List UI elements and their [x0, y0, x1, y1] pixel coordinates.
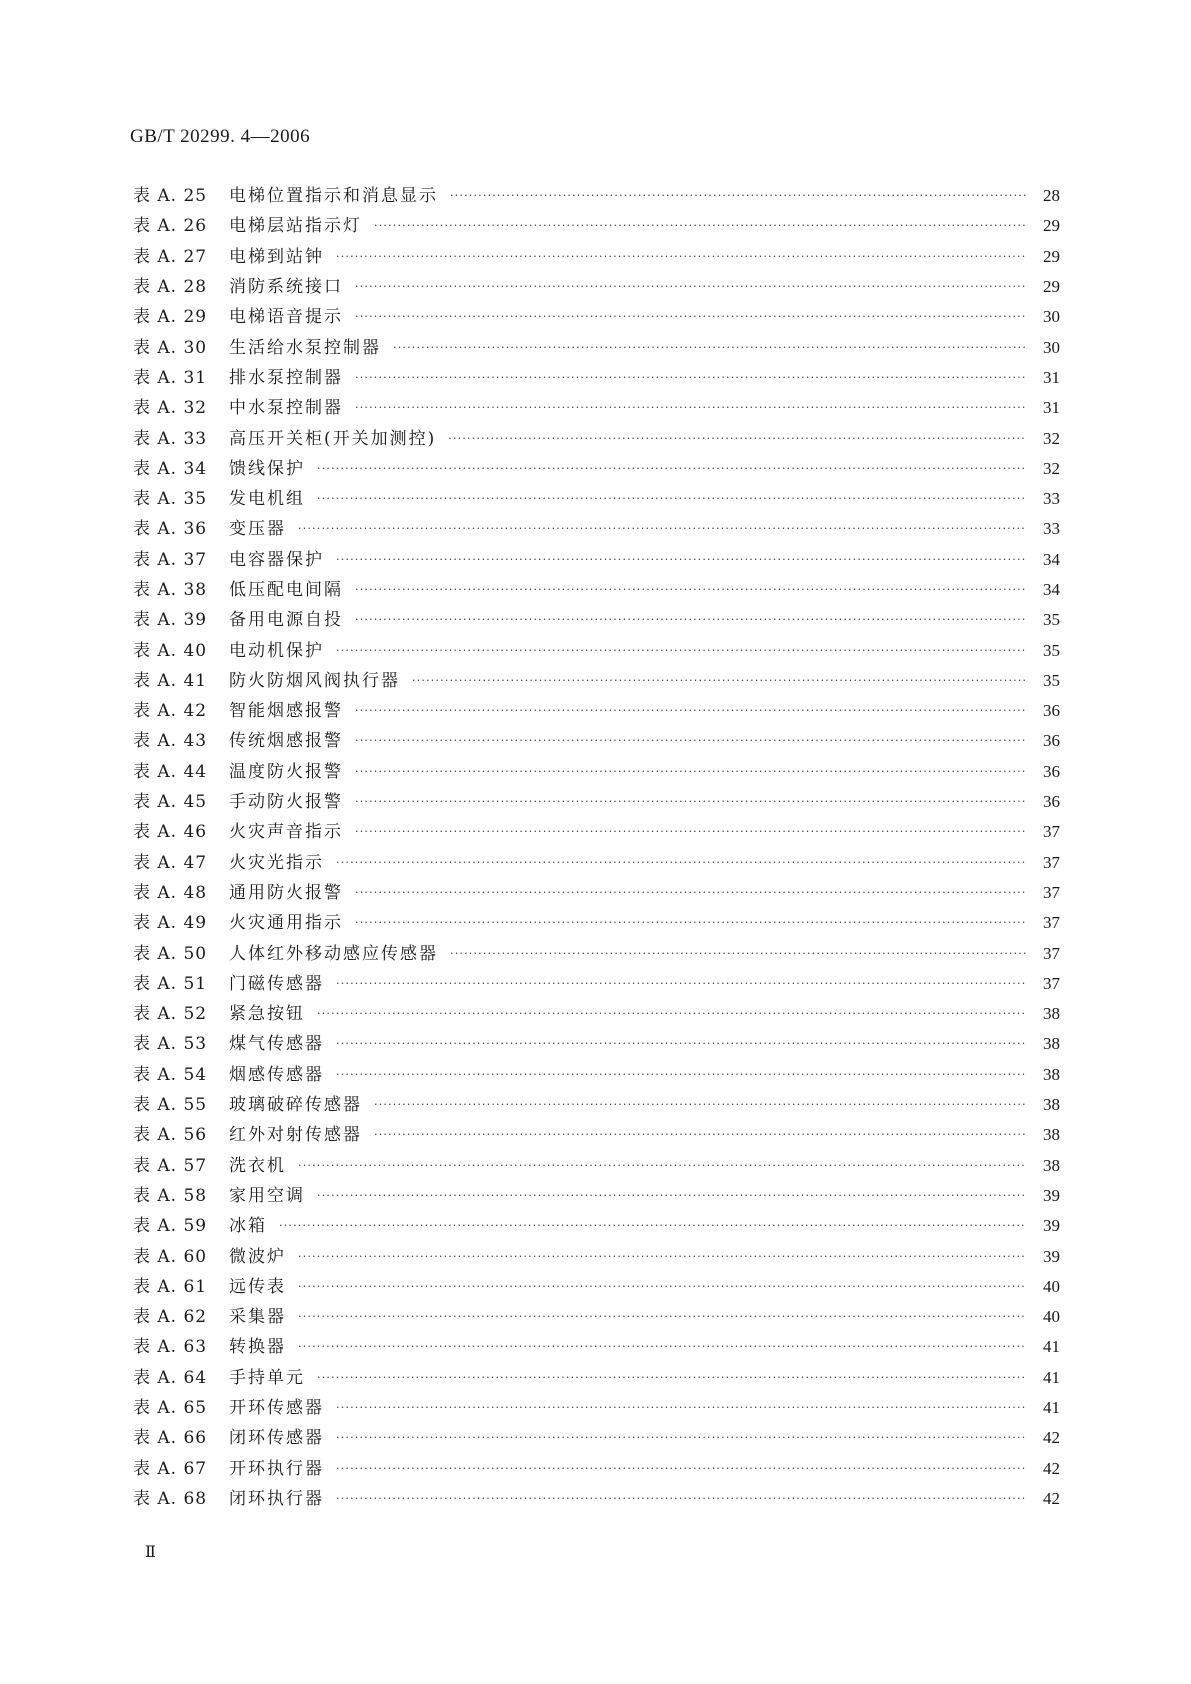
- toc-entry-id: 表 A. 65: [133, 1398, 208, 1419]
- toc-entry-title: 通用防火报警: [229, 882, 343, 903]
- toc-dot-leader: [336, 1034, 1026, 1054]
- toc-entry[interactable]: [133, 938, 1060, 968]
- toc-entry-page: 37: [1043, 943, 1060, 963]
- toc-entry-page: 30: [1043, 307, 1060, 327]
- toc-dot-leader: [317, 489, 1026, 509]
- toc-entry-title: 转换器: [229, 1337, 286, 1358]
- toc-entry[interactable]: [133, 454, 1060, 484]
- toc-dot-leader: [336, 974, 1026, 994]
- toc-entry[interactable]: [133, 272, 1060, 302]
- toc-entry[interactable]: [133, 757, 1060, 787]
- toc-entry-id: 表 A. 32: [133, 398, 208, 419]
- toc-entry-title: 智能烟感报警: [229, 701, 343, 722]
- toc-entry[interactable]: [133, 787, 1060, 817]
- toc-dot-leader: [393, 338, 1026, 358]
- toc-dot-leader: [336, 550, 1026, 570]
- toc-entry[interactable]: [133, 332, 1060, 362]
- toc-entry[interactable]: [133, 1393, 1060, 1423]
- toc-entry[interactable]: [133, 1060, 1060, 1090]
- toc-dot-leader: [336, 1398, 1026, 1418]
- toc-entry[interactable]: [133, 635, 1060, 665]
- toc-entry[interactable]: [133, 726, 1060, 756]
- toc-entry-id: 表 A. 62: [133, 1307, 208, 1328]
- toc-entry-page: 35: [1043, 670, 1060, 690]
- toc-entry-id: 表 A. 55: [133, 1095, 208, 1116]
- toc-dot-leader: [355, 883, 1026, 903]
- toc-dot-leader: [355, 398, 1026, 418]
- toc-entry-page: 35: [1043, 640, 1060, 660]
- toc-entry-id: 表 A. 34: [133, 458, 208, 479]
- toc-entry[interactable]: [133, 181, 1060, 211]
- toc-entry[interactable]: [133, 817, 1060, 847]
- toc-entry-page: 32: [1043, 428, 1060, 448]
- toc-dot-leader: [298, 1277, 1026, 1297]
- toc-dot-leader: [317, 459, 1026, 479]
- toc-entry-title: 洗衣机: [229, 1155, 286, 1176]
- toc-entry-page: 29: [1043, 277, 1060, 297]
- toc-entry-id: 表 A. 43: [133, 731, 208, 752]
- toc-dot-leader: [374, 216, 1026, 236]
- toc-entry-id: 表 A. 33: [133, 428, 208, 449]
- toc-entry-id: 表 A. 49: [133, 913, 208, 934]
- toc-dot-leader: [317, 1368, 1026, 1388]
- toc-entry-page: 28: [1043, 186, 1060, 206]
- toc-entry-title: 门磁传感器: [229, 973, 324, 994]
- toc-entry-page: 40: [1043, 1307, 1060, 1327]
- toc-entry-title: 电梯层站指示灯: [229, 216, 362, 237]
- toc-entry[interactable]: [133, 484, 1060, 514]
- toc-entry-id: 表 A. 60: [133, 1246, 208, 1267]
- toc-dot-leader: [336, 1459, 1026, 1479]
- toc-entry-id: 表 A. 59: [133, 1216, 208, 1237]
- toc-entry-id: 表 A. 37: [133, 549, 208, 570]
- toc-entry-title: 闭环传感器: [229, 1428, 324, 1449]
- toc-entry[interactable]: [133, 969, 1060, 999]
- toc-entry-title: 备用电源自投: [229, 610, 343, 631]
- toc-entry[interactable]: [133, 1484, 1060, 1514]
- toc-entry[interactable]: [133, 908, 1060, 938]
- toc-entry-title: 烟感传感器: [229, 1064, 324, 1085]
- toc-dot-leader: [355, 792, 1026, 812]
- toc-entry-page: 34: [1043, 549, 1060, 569]
- toc-entry-title: 开环传感器: [229, 1398, 324, 1419]
- toc-entry-page: 36: [1043, 701, 1060, 721]
- toc-entry-title: 馈线保护: [229, 458, 305, 479]
- toc-entry-id: 表 A. 39: [133, 610, 208, 631]
- toc-entry-page: 42: [1043, 1488, 1060, 1508]
- toc-entry-page: 41: [1043, 1398, 1060, 1418]
- toc-entry-page: 36: [1043, 731, 1060, 751]
- toc-dot-leader: [355, 368, 1026, 388]
- toc-entry-id: 表 A. 48: [133, 882, 208, 903]
- toc-entry-id: 表 A. 36: [133, 519, 208, 540]
- toc-entry-title: 紧急按钮: [229, 1004, 305, 1025]
- toc-entry[interactable]: [133, 1120, 1060, 1150]
- toc-entry-page: 38: [1043, 1004, 1060, 1024]
- toc-entry-id: 表 A. 41: [133, 670, 208, 691]
- toc-entry-page: 31: [1043, 398, 1060, 418]
- toc-entry-id: 表 A. 54: [133, 1064, 208, 1085]
- toc-entry[interactable]: [133, 423, 1060, 453]
- toc-entry[interactable]: [133, 514, 1060, 544]
- toc-entry-title: 中水泵控制器: [229, 398, 343, 419]
- table-of-contents: [133, 181, 1060, 1514]
- toc-entry[interactable]: [133, 666, 1060, 696]
- toc-entry-title: 高压开关柜(开关加测控): [229, 428, 437, 449]
- toc-dot-leader: [355, 701, 1026, 721]
- toc-entry-id: 表 A. 63: [133, 1337, 208, 1358]
- toc-entry-id: 表 A. 61: [133, 1276, 208, 1297]
- toc-dot-leader: [355, 610, 1026, 630]
- toc-entry-title: 防火防烟风阀执行器: [229, 670, 400, 691]
- toc-entry-page: 42: [1043, 1458, 1060, 1478]
- toc-entry-title: 闭环执行器: [229, 1488, 324, 1509]
- toc-entry-id: 表 A. 46: [133, 822, 208, 843]
- toc-entry-title: 低压配电间隔: [229, 580, 343, 600]
- toc-entry-id: 表 A. 42: [133, 701, 208, 722]
- toc-dot-leader: [298, 1337, 1026, 1357]
- toc-dot-leader: [450, 186, 1026, 206]
- toc-entry[interactable]: [133, 1423, 1060, 1453]
- toc-entry[interactable]: [133, 1272, 1060, 1302]
- toc-entry[interactable]: [133, 605, 1060, 635]
- toc-entry-id: 表 A. 51: [133, 973, 208, 994]
- toc-entry[interactable]: [133, 242, 1060, 272]
- standard-number: GB/T 20299. 4—2006: [130, 126, 311, 147]
- toc-entry-title: 电动机保护: [229, 640, 324, 661]
- toc-entry-id: 表 A. 26: [133, 216, 208, 237]
- toc-entry[interactable]: [133, 302, 1060, 332]
- toc-dot-leader: [355, 913, 1026, 933]
- toc-entry-page: 33: [1043, 489, 1060, 509]
- page-folio: Ⅱ: [145, 1544, 156, 1561]
- toc-entry-page: 36: [1043, 761, 1060, 781]
- toc-entry[interactable]: [133, 1151, 1060, 1181]
- toc-entry-title: 传统烟感报警: [229, 731, 343, 752]
- toc-entry-id: 表 A. 29: [133, 307, 208, 328]
- toc-entry-title: 发电机组: [229, 489, 305, 510]
- toc-entry-page: 42: [1043, 1428, 1060, 1448]
- toc-entry-title: 排水泵控制器: [229, 367, 343, 388]
- toc-entry-title: 电梯位置指示和消息显示: [229, 186, 438, 207]
- toc-entry-title: 玻璃破碎传感器: [229, 1095, 362, 1116]
- toc-dot-leader: [336, 1065, 1026, 1085]
- toc-dot-leader: [355, 731, 1026, 751]
- toc-entry-title: 温度防火报警: [229, 761, 343, 782]
- toc-dot-leader: [336, 641, 1026, 661]
- toc-entry[interactable]: [133, 696, 1060, 726]
- toc-dot-leader: [450, 944, 1026, 964]
- toc-entry-id: 表 A. 44: [133, 761, 208, 782]
- toc-dot-leader: [355, 580, 1026, 600]
- toc-entry-id: 表 A. 25: [133, 186, 208, 207]
- toc-entry-title: 开环执行器: [229, 1458, 324, 1479]
- toc-entry-page: 32: [1043, 458, 1060, 478]
- toc-dot-leader: [448, 429, 1026, 449]
- toc-entry-page: 38: [1043, 1064, 1060, 1084]
- toc-entry-title: 变压器: [229, 519, 286, 540]
- toc-entry-page: 37: [1043, 822, 1060, 842]
- toc-entry-page: 38: [1043, 1095, 1060, 1115]
- toc-entry-id: 表 A. 35: [133, 489, 208, 510]
- toc-entry-page: 38: [1043, 1034, 1060, 1054]
- toc-entry-title: 电容器保护: [229, 549, 324, 570]
- toc-entry-title: 远传表: [229, 1276, 286, 1297]
- toc-entry-page: 33: [1043, 519, 1060, 539]
- toc-entry-title: 人体红外移动感应传感器: [229, 943, 438, 964]
- toc-entry[interactable]: [133, 999, 1060, 1029]
- toc-entry-id: 表 A. 53: [133, 1034, 208, 1055]
- toc-dot-leader: [317, 1004, 1026, 1024]
- toc-entry-id: 表 A. 68: [133, 1488, 208, 1509]
- toc-entry-page: 41: [1043, 1337, 1060, 1357]
- toc-entry-page: 30: [1043, 337, 1060, 357]
- toc-dot-leader: [298, 1156, 1026, 1176]
- toc-entry-page: 41: [1043, 1367, 1060, 1387]
- toc-entry-page: 34: [1043, 580, 1060, 599]
- toc-entry[interactable]: [133, 1211, 1060, 1241]
- toc-entry-page: 31: [1043, 367, 1060, 387]
- toc-entry[interactable]: [133, 393, 1060, 423]
- toc-entry[interactable]: [133, 1090, 1060, 1120]
- toc-entry-page: 40: [1043, 1276, 1060, 1296]
- toc-entry-id: 表 A. 66: [133, 1428, 208, 1449]
- toc-dot-leader: [298, 519, 1026, 539]
- toc-dot-leader: [336, 247, 1026, 267]
- toc-entry-page: 38: [1043, 1155, 1060, 1175]
- toc-entry-title: 电梯语音提示: [229, 307, 343, 328]
- toc-entry-title: 生活给水泵控制器: [229, 337, 381, 358]
- toc-dot-leader: [355, 822, 1026, 842]
- toc-entry-page: 29: [1043, 246, 1060, 266]
- toc-entry-id: 表 A. 28: [133, 277, 208, 298]
- toc-entry-title: 手持单元: [229, 1367, 305, 1388]
- toc-entry-title: 采集器: [229, 1307, 286, 1328]
- toc-entry-id: 表 A. 27: [133, 246, 208, 267]
- toc-entry-id: 表 A. 58: [133, 1185, 208, 1206]
- toc-entry-id: 表 A. 52: [133, 1004, 208, 1025]
- toc-entry[interactable]: [133, 1332, 1060, 1362]
- toc-entry[interactable]: [133, 1363, 1060, 1393]
- toc-entry-page: 37: [1043, 913, 1060, 933]
- toc-dot-leader: [317, 1186, 1026, 1206]
- toc-dot-leader: [355, 307, 1026, 327]
- toc-entry-title: 冰箱: [229, 1216, 267, 1237]
- toc-entry-page: 37: [1043, 852, 1060, 872]
- toc-entry-id: 表 A. 57: [133, 1155, 208, 1176]
- toc-dot-leader: [336, 853, 1026, 873]
- toc-entry-page: 36: [1043, 792, 1060, 812]
- toc-entry-id: 表 A. 56: [133, 1125, 208, 1146]
- toc-entry-title: 手动防火报警: [229, 792, 343, 813]
- toc-entry-page: 29: [1043, 216, 1060, 236]
- toc-dot-leader: [336, 1428, 1026, 1448]
- toc-entry[interactable]: [133, 1241, 1060, 1271]
- toc-dot-leader: [412, 671, 1026, 691]
- toc-entry[interactable]: [133, 878, 1060, 908]
- toc-entry-title: 消防系统接口: [229, 277, 343, 298]
- toc-entry-id: 表 A. 45: [133, 792, 208, 813]
- toc-entry-id: 表 A. 30: [133, 337, 208, 358]
- toc-entry-id: 表 A. 40: [133, 640, 208, 661]
- toc-entry-page: 37: [1043, 973, 1060, 993]
- toc-entry-page: 35: [1043, 610, 1060, 630]
- toc-entry-page: 37: [1043, 882, 1060, 902]
- toc-entry[interactable]: [133, 1453, 1060, 1483]
- toc-entry-page: 39: [1043, 1185, 1060, 1205]
- toc-entry-page: 38: [1043, 1125, 1060, 1145]
- toc-dot-leader: [374, 1125, 1026, 1145]
- toc-entry[interactable]: [133, 1181, 1060, 1211]
- toc-entry-title: 火灾声音指示: [229, 822, 343, 843]
- toc-entry-id: 表 A. 50: [133, 943, 208, 964]
- toc-entry[interactable]: [133, 545, 1060, 575]
- toc-dot-leader: [355, 277, 1026, 297]
- toc-entry[interactable]: [133, 848, 1060, 878]
- toc-dot-leader: [355, 762, 1026, 782]
- toc-dot-leader: [298, 1307, 1026, 1327]
- toc-entry-title: 电梯到站钟: [229, 246, 324, 267]
- toc-entry[interactable]: [133, 211, 1060, 241]
- toc-entry[interactable]: [133, 363, 1060, 393]
- toc-entry-id: 表 A. 31: [133, 367, 208, 388]
- toc-entry-title: 家用空调: [229, 1185, 305, 1206]
- toc-entry-id: 表 A. 38: [133, 580, 208, 600]
- toc-entry-title: 火灾通用指示: [229, 913, 343, 934]
- toc-entry-title: 微波炉: [229, 1246, 286, 1267]
- toc-dot-leader: [298, 1247, 1026, 1267]
- toc-entry-title: 火灾光指示: [229, 852, 324, 873]
- toc-entry[interactable]: [133, 575, 1060, 605]
- toc-entry-id: 表 A. 67: [133, 1458, 208, 1479]
- toc-dot-leader: [279, 1216, 1026, 1236]
- toc-entry-title: 红外对射传感器: [229, 1125, 362, 1146]
- toc-entry[interactable]: [133, 1302, 1060, 1332]
- toc-entry-page: 39: [1043, 1246, 1060, 1266]
- toc-dot-leader: [336, 1489, 1026, 1509]
- toc-dot-leader: [374, 1095, 1026, 1115]
- toc-entry-id: 表 A. 47: [133, 852, 208, 873]
- toc-entry-title: 煤气传感器: [229, 1034, 324, 1055]
- toc-entry[interactable]: [133, 1029, 1060, 1059]
- toc-entry-page: 39: [1043, 1216, 1060, 1236]
- toc-entry-id: 表 A. 64: [133, 1367, 208, 1388]
